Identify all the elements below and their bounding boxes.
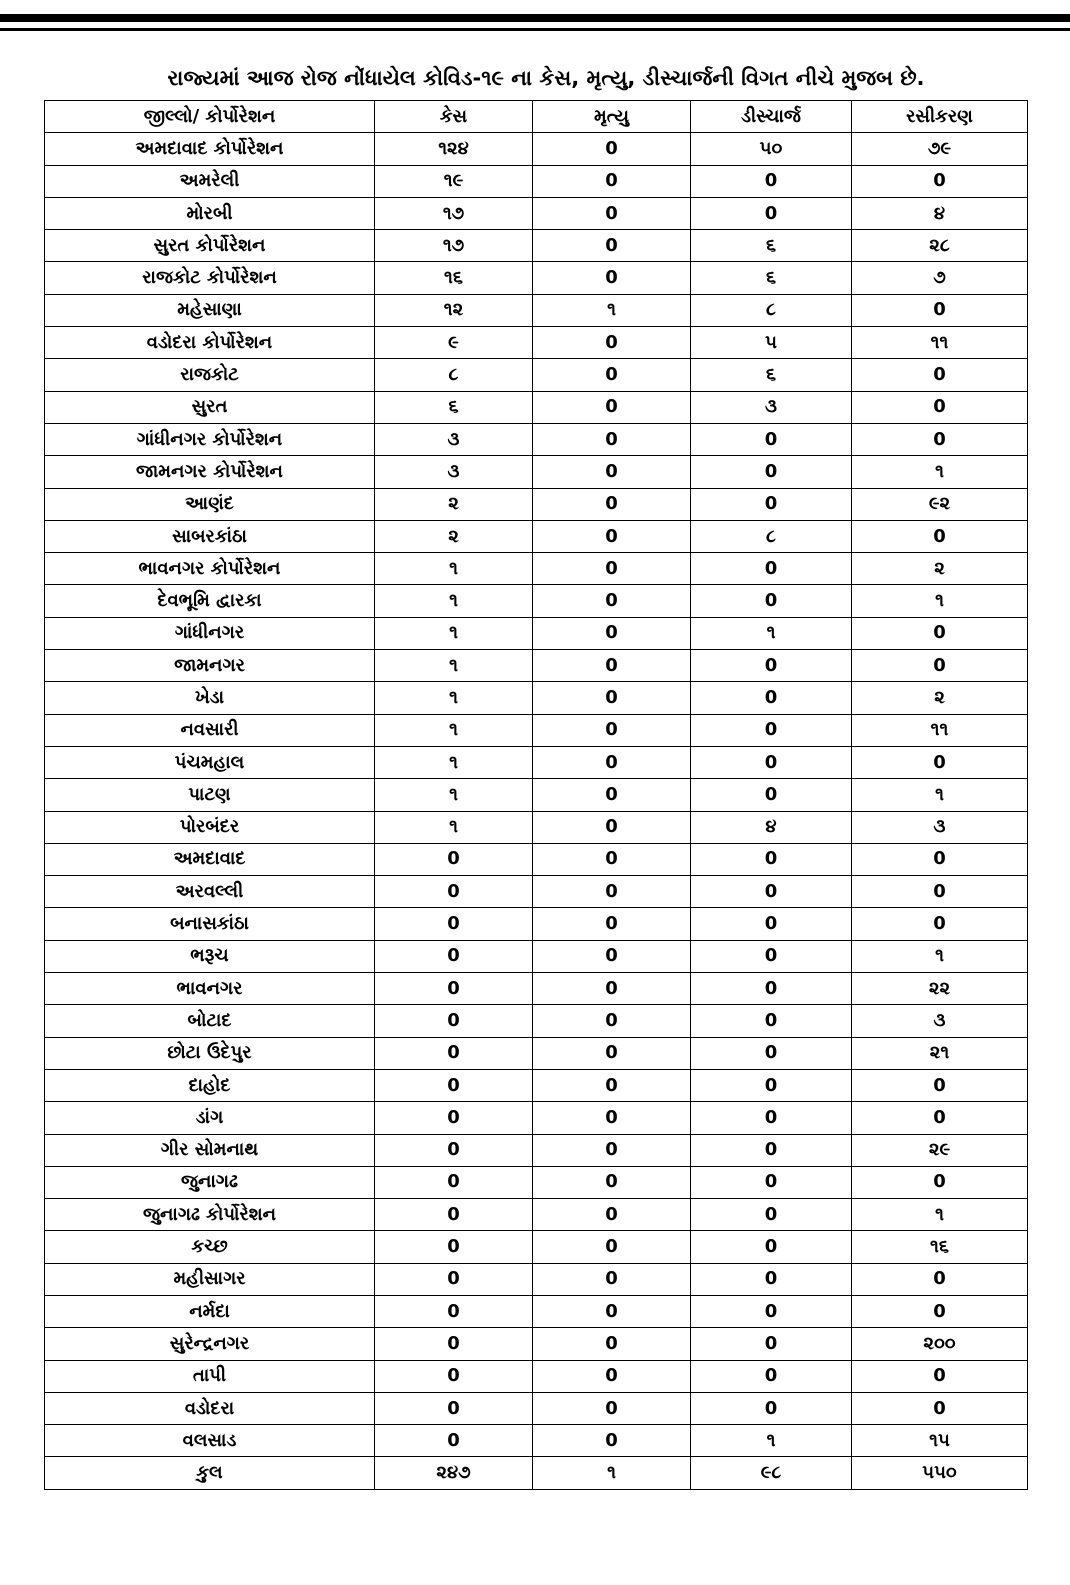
district-cell: તાપી — [45, 1360, 375, 1392]
vaccination-cell: 0 — [852, 391, 1028, 423]
discharged-cell: 0 — [691, 1102, 852, 1134]
discharged-cell: ૫ — [691, 327, 852, 359]
table-row — [45, 714, 1028, 746]
district-cell: વડોદરા — [45, 1392, 375, 1424]
table-row — [45, 908, 1028, 940]
district-cell: સુરત — [45, 391, 375, 423]
discharged-cell: 0 — [691, 423, 852, 455]
deaths-cell: 0 — [533, 585, 691, 617]
district-cell: અમદાવાદ — [45, 843, 375, 875]
discharged-cell: 0 — [691, 1295, 852, 1327]
cases-cell: 0 — [375, 1037, 533, 1069]
vaccination-cell: 0 — [852, 423, 1028, 455]
deaths-cell: 0 — [533, 1069, 691, 1101]
vaccination-cell: ૧ — [852, 456, 1028, 488]
cases-cell: ૧૨૪ — [375, 133, 533, 165]
cases-cell: ૩ — [375, 423, 533, 455]
vaccination-cell: ૨ — [852, 553, 1028, 585]
discharged-cell: 0 — [691, 488, 852, 520]
table-row — [45, 327, 1028, 359]
vaccination-cell: ૧ — [852, 940, 1028, 972]
district-cell: પંચમહાલ — [45, 746, 375, 778]
cases-cell: 0 — [375, 1166, 533, 1198]
table-row — [45, 973, 1028, 1005]
vaccination-cell: 0 — [852, 1295, 1028, 1327]
cases-cell: ૧ — [375, 585, 533, 617]
discharged-cell: 0 — [691, 973, 852, 1005]
district-cell: નર્મદા — [45, 1295, 375, 1327]
cases-cell: ૧૬ — [375, 262, 533, 294]
vaccination-cell: 0 — [852, 876, 1028, 908]
district-cell: આણંદ — [45, 488, 375, 520]
vaccination-cell: ૧ — [852, 779, 1028, 811]
cases-cell: ૧ — [375, 553, 533, 585]
deaths-cell: 0 — [533, 1166, 691, 1198]
table-row — [45, 1295, 1028, 1327]
table-row — [45, 488, 1028, 520]
district-cell: અરવલ્લી — [45, 876, 375, 908]
vaccination-cell: ૧૧ — [852, 714, 1028, 746]
table-row — [45, 811, 1028, 843]
vaccination-cell: 0 — [852, 650, 1028, 682]
deaths-cell: 0 — [533, 779, 691, 811]
deaths-cell: 0 — [533, 391, 691, 423]
table-row — [45, 423, 1028, 455]
cases-cell: ૧૯ — [375, 165, 533, 197]
deaths-cell: 0 — [533, 133, 691, 165]
district-cell: ભાવનગર કોર્પોરેશન — [45, 553, 375, 585]
column-header-district: જીલ્લો/ કોર્પોરેશન — [45, 101, 375, 133]
total-discharged: ૯૮ — [691, 1457, 852, 1489]
table-row — [45, 1005, 1028, 1037]
vaccination-cell: 0 — [852, 520, 1028, 552]
table-row — [45, 133, 1028, 165]
discharged-cell: 0 — [691, 1392, 852, 1424]
table-row — [45, 553, 1028, 585]
discharged-cell: 0 — [691, 650, 852, 682]
vaccination-cell: ૩ — [852, 1005, 1028, 1037]
discharged-cell: ૩ — [691, 391, 852, 423]
table-row — [45, 230, 1028, 262]
table-row — [45, 1360, 1028, 1392]
discharged-cell: 0 — [691, 779, 852, 811]
vaccination-cell: ૩ — [852, 811, 1028, 843]
table-row — [45, 1134, 1028, 1166]
table-row — [45, 1425, 1028, 1457]
deaths-cell: 0 — [533, 1231, 691, 1263]
district-cell: બોટાદ — [45, 1005, 375, 1037]
district-cell: નવસારી — [45, 714, 375, 746]
cases-cell: 0 — [375, 1425, 533, 1457]
total-row — [45, 1457, 1028, 1489]
cases-cell: ૧ — [375, 714, 533, 746]
deaths-cell: 0 — [533, 327, 691, 359]
cases-cell: ૬ — [375, 391, 533, 423]
district-cell: સુરેન્દ્રનગર — [45, 1328, 375, 1360]
deaths-cell: 0 — [533, 746, 691, 778]
discharged-cell: ૬ — [691, 230, 852, 262]
district-cell: ભાવનગર — [45, 973, 375, 1005]
deaths-cell: 0 — [533, 1037, 691, 1069]
column-header-discharged: ડીસ્ચાર્જ — [691, 101, 852, 133]
cases-cell: 0 — [375, 1231, 533, 1263]
district-cell: ખેડા — [45, 682, 375, 714]
district-cell: મહેસાણા — [45, 294, 375, 326]
deaths-cell: 0 — [533, 1102, 691, 1134]
deaths-cell: 0 — [533, 973, 691, 1005]
discharged-cell: 0 — [691, 1037, 852, 1069]
district-cell: પાટણ — [45, 779, 375, 811]
discharged-cell: 0 — [691, 876, 852, 908]
cases-cell: ૧ — [375, 650, 533, 682]
table-header-row — [45, 101, 1028, 133]
discharged-cell: 0 — [691, 456, 852, 488]
vaccination-cell: ૨૧ — [852, 1037, 1028, 1069]
discharged-cell: 0 — [691, 197, 852, 229]
table-row — [45, 1037, 1028, 1069]
table-row — [45, 294, 1028, 326]
total-vaccination: ૫૫૦ — [852, 1457, 1028, 1489]
table-row — [45, 359, 1028, 391]
cases-cell: 0 — [375, 1005, 533, 1037]
deaths-cell: 0 — [533, 1392, 691, 1424]
table-row — [45, 650, 1028, 682]
deaths-cell: 0 — [533, 1360, 691, 1392]
cases-cell: 0 — [375, 876, 533, 908]
deaths-cell: 0 — [533, 843, 691, 875]
table-row — [45, 1069, 1028, 1101]
district-cell: વડોદરા કોર્પોરેશન — [45, 327, 375, 359]
cases-cell: 0 — [375, 1069, 533, 1101]
discharged-cell: 0 — [691, 1328, 852, 1360]
deaths-cell: 0 — [533, 714, 691, 746]
vaccination-cell: 0 — [852, 1069, 1028, 1101]
vaccination-cell: ૭ — [852, 262, 1028, 294]
cases-cell: ૨ — [375, 488, 533, 520]
vaccination-cell: 0 — [852, 1102, 1028, 1134]
cases-cell: 0 — [375, 940, 533, 972]
cases-cell: 0 — [375, 1392, 533, 1424]
district-cell: ડાંગ — [45, 1102, 375, 1134]
deaths-cell: 0 — [533, 1199, 691, 1231]
table-row — [45, 197, 1028, 229]
discharged-cell: 0 — [691, 585, 852, 617]
deaths-cell: 0 — [533, 197, 691, 229]
district-cell: દાહોદ — [45, 1069, 375, 1101]
cases-cell: 0 — [375, 1295, 533, 1327]
cases-cell: 0 — [375, 1102, 533, 1134]
table-row — [45, 1166, 1028, 1198]
vaccination-cell: 0 — [852, 294, 1028, 326]
vaccination-cell: ૪ — [852, 197, 1028, 229]
district-cell: ભરૂચ — [45, 940, 375, 972]
cases-cell: ૧૨ — [375, 294, 533, 326]
cases-cell: 0 — [375, 1199, 533, 1231]
vaccination-cell: 0 — [852, 359, 1028, 391]
district-cell: ગાંધીનગર કોર્પોરેશન — [45, 423, 375, 455]
cases-cell: ૧ — [375, 811, 533, 843]
discharged-cell: ૫૦ — [691, 133, 852, 165]
table-row — [45, 876, 1028, 908]
table-row — [45, 1199, 1028, 1231]
discharged-cell: 0 — [691, 940, 852, 972]
discharged-cell: 0 — [691, 1166, 852, 1198]
district-cell: રાજકોટ — [45, 359, 375, 391]
district-cell: ગાંધીનગર — [45, 617, 375, 649]
deaths-cell: 0 — [533, 488, 691, 520]
deaths-cell: 0 — [533, 650, 691, 682]
discharged-cell: ૬ — [691, 359, 852, 391]
vaccination-cell: ૯૨ — [852, 488, 1028, 520]
cases-cell: ૧૭ — [375, 230, 533, 262]
cases-cell: ૧ — [375, 779, 533, 811]
discharged-cell: 0 — [691, 843, 852, 875]
discharged-cell: 0 — [691, 682, 852, 714]
vaccination-cell: ૨૦૦ — [852, 1328, 1028, 1360]
cases-cell: 0 — [375, 908, 533, 940]
district-cell: જુનાગઢ — [45, 1166, 375, 1198]
vaccination-cell: 0 — [852, 1166, 1028, 1198]
top-rule-thick — [0, 14, 1070, 22]
deaths-cell: 0 — [533, 1134, 691, 1166]
deaths-cell: 0 — [533, 230, 691, 262]
table-row — [45, 1231, 1028, 1263]
deaths-cell: 0 — [533, 1425, 691, 1457]
district-cell: સાબરકાંઠા — [45, 520, 375, 552]
vaccination-cell: 0 — [852, 908, 1028, 940]
cases-cell: 0 — [375, 1134, 533, 1166]
district-cell: કચ્છ — [45, 1231, 375, 1263]
discharged-cell: 0 — [691, 908, 852, 940]
vaccination-cell: 0 — [852, 1392, 1028, 1424]
district-cell: જુનાગઢ કોર્પોરેશન — [45, 1199, 375, 1231]
table-row — [45, 391, 1028, 423]
district-cell: દેવભૂમિ દ્વારકા — [45, 585, 375, 617]
deaths-cell: 0 — [533, 940, 691, 972]
deaths-cell: 0 — [533, 1005, 691, 1037]
vaccination-cell: ૧૬ — [852, 1231, 1028, 1263]
cases-cell: 0 — [375, 1328, 533, 1360]
district-cell: મહીસાગર — [45, 1263, 375, 1295]
cases-cell: 0 — [375, 843, 533, 875]
top-rule-thin — [0, 28, 1070, 31]
total-label: કુલ — [45, 1457, 375, 1489]
discharged-cell: ૪ — [691, 811, 852, 843]
deaths-cell: ૧ — [533, 294, 691, 326]
column-header-deaths: મૃત્યુ — [533, 101, 691, 133]
total-cases: ૨૪૭ — [375, 1457, 533, 1489]
cases-cell: 0 — [375, 1360, 533, 1392]
column-header-vaccination: રસીકરણ — [852, 101, 1028, 133]
discharged-cell: 0 — [691, 1005, 852, 1037]
vaccination-cell: ૧ — [852, 1199, 1028, 1231]
deaths-cell: 0 — [533, 682, 691, 714]
table-row — [45, 1102, 1028, 1134]
deaths-cell: 0 — [533, 1328, 691, 1360]
table-row — [45, 940, 1028, 972]
district-cell: વલસાડ — [45, 1425, 375, 1457]
table-row — [45, 843, 1028, 875]
vaccination-cell: 0 — [852, 165, 1028, 197]
table-row — [45, 746, 1028, 778]
discharged-cell: 0 — [691, 553, 852, 585]
page-title: રાજ્યમાં આજ રોજ નોંધાયેલ કોવિડ-૧૯ ના કેસ, મૃત્યુ, ડીસ્ચાર્જની વિગત નીચે મુજબ છે. — [167, 66, 925, 90]
cases-cell: 0 — [375, 1263, 533, 1295]
cases-cell: ૩ — [375, 456, 533, 488]
district-cell: સુરત કોર્પોરેશન — [45, 230, 375, 262]
cases-cell: ૨ — [375, 520, 533, 552]
deaths-cell: 0 — [533, 423, 691, 455]
vaccination-cell: 0 — [852, 617, 1028, 649]
table-row — [45, 1328, 1028, 1360]
deaths-cell: 0 — [533, 1263, 691, 1295]
table-row — [45, 682, 1028, 714]
discharged-cell: 0 — [691, 1263, 852, 1295]
deaths-cell: 0 — [533, 520, 691, 552]
deaths-cell: 0 — [533, 262, 691, 294]
table-row — [45, 456, 1028, 488]
vaccination-cell: 0 — [852, 1263, 1028, 1295]
discharged-cell: 0 — [691, 714, 852, 746]
discharged-cell: 0 — [691, 746, 852, 778]
deaths-cell: 0 — [533, 876, 691, 908]
cases-cell: ૮ — [375, 359, 533, 391]
cases-cell: ૧ — [375, 682, 533, 714]
vaccination-cell: ૧ — [852, 585, 1028, 617]
vaccination-cell: 0 — [852, 746, 1028, 778]
discharged-cell: ૬ — [691, 262, 852, 294]
cases-cell: ૧ — [375, 617, 533, 649]
table-row — [45, 1392, 1028, 1424]
vaccination-cell: ૧૧ — [852, 327, 1028, 359]
deaths-cell: 0 — [533, 1295, 691, 1327]
vaccination-cell: ૨૨ — [852, 973, 1028, 1005]
table-row — [45, 779, 1028, 811]
vaccination-cell: 0 — [852, 1360, 1028, 1392]
district-cell: ગીર સોમનાથ — [45, 1134, 375, 1166]
deaths-cell: 0 — [533, 165, 691, 197]
table-row — [45, 585, 1028, 617]
vaccination-cell: ૨૯ — [852, 1134, 1028, 1166]
deaths-cell: 0 — [533, 811, 691, 843]
deaths-cell: 0 — [533, 359, 691, 391]
discharged-cell: 0 — [691, 1134, 852, 1166]
discharged-cell: 0 — [691, 1360, 852, 1392]
district-cell: રાજકોટ કોર્પોરેશન — [45, 262, 375, 294]
vaccination-cell: ૭૯ — [852, 133, 1028, 165]
covid-district-table — [44, 100, 1028, 1490]
table-row — [45, 262, 1028, 294]
discharged-cell: 0 — [691, 1231, 852, 1263]
vaccination-cell: ૨૮ — [852, 230, 1028, 262]
district-cell: જામનગર કોર્પોરેશન — [45, 456, 375, 488]
discharged-cell: 0 — [691, 1199, 852, 1231]
vaccination-cell: 0 — [852, 843, 1028, 875]
column-header-cases: કેસ — [375, 101, 533, 133]
district-cell: મોરબી — [45, 197, 375, 229]
district-cell: છોટા ઉદેપુર — [45, 1037, 375, 1069]
total-deaths: ૧ — [533, 1457, 691, 1489]
cases-cell: ૯ — [375, 327, 533, 359]
district-cell: બનાસકાંઠા — [45, 908, 375, 940]
deaths-cell: 0 — [533, 617, 691, 649]
cases-cell: ૧ — [375, 746, 533, 778]
vaccination-cell: ૨ — [852, 682, 1028, 714]
discharged-cell: ૧ — [691, 1425, 852, 1457]
district-cell: પોરબંદર — [45, 811, 375, 843]
table-row — [45, 617, 1028, 649]
deaths-cell: 0 — [533, 553, 691, 585]
table-row — [45, 165, 1028, 197]
district-cell: અમદાવાદ કોર્પોરેશન — [45, 133, 375, 165]
deaths-cell: 0 — [533, 456, 691, 488]
district-cell: જામનગર — [45, 650, 375, 682]
discharged-cell: 0 — [691, 165, 852, 197]
discharged-cell: 0 — [691, 1069, 852, 1101]
cases-cell: ૧૭ — [375, 197, 533, 229]
discharged-cell: ૧ — [691, 617, 852, 649]
table-body — [45, 133, 1028, 1457]
discharged-cell: ૮ — [691, 294, 852, 326]
table-row — [45, 1263, 1028, 1295]
district-cell: અમરેલી — [45, 165, 375, 197]
discharged-cell: ૮ — [691, 520, 852, 552]
cases-cell: 0 — [375, 973, 533, 1005]
table-row — [45, 520, 1028, 552]
deaths-cell: 0 — [533, 908, 691, 940]
vaccination-cell: ૧૫ — [852, 1425, 1028, 1457]
